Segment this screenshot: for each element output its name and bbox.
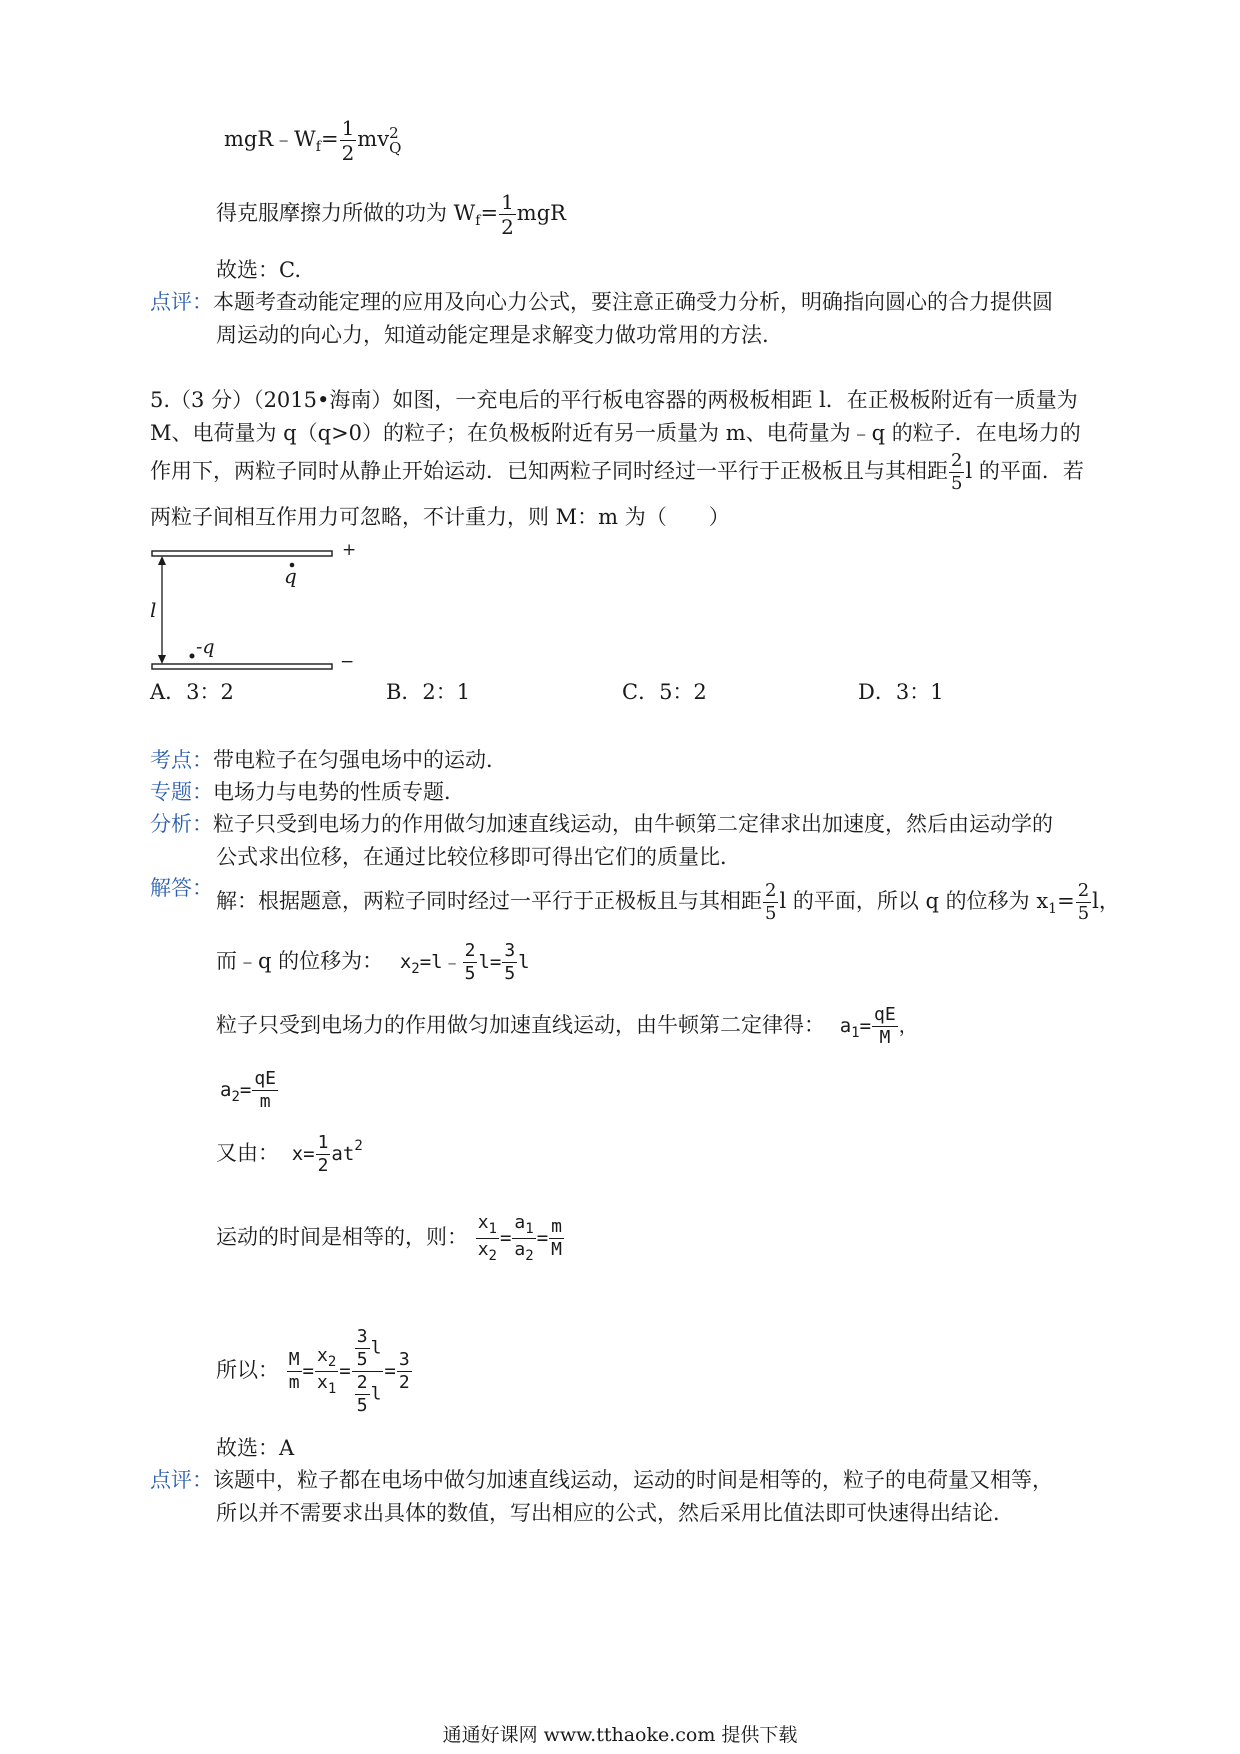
jieda-line-3: 粒子只受到电场力的作用做匀加速直线运动，由牛顿第二定律得： $a_1=$ $\frac{qE}{M}$ ， [216,1004,918,1048]
positive-plate [152,551,332,556]
fraction: $\frac{x_1}{x_2}$ [477,1212,497,1264]
kaodian: 考点：带电粒子在匀强电场中的运动． [150,748,507,772]
jieda-line-1: 解：根据题意，两粒子同时经过一平行于正极板且与其相距 $\frac{2}{5}$ l 的平面，所以 q 的位移为 $x_1=$ $\frac{2}{5}$ l， [216,880,1120,924]
fraction: $\frac{M}{m}$ [288,1349,300,1393]
label-l: l [150,598,157,622]
question-5: 5.（3 分）（2015•海南）如图，一充电后的平行板电容器的两极板相距 l．在正极板附近有一质量为 M、电荷量为 q（q>0）的粒子；在负极板附近有另一质量为 m、电荷量为﹣q 的粒子．在电场力的 作用下，两粒子同时从静止开始运动．已知两粒子同时经过一平行于正极板且与其相距 $\frac{2}{5}$ l 的平面．若 两粒子间相互作用力可忽略，不计重力，则 M：m 为（ ） [150,388,1084,529]
plus-sign: + [342,540,357,560]
fraction: $\frac{2}{5}$ [951,450,963,494]
negative-plate [152,664,332,669]
particle-negative [190,654,195,659]
jieda-line-2: 而﹣q 的位移为： $x_2=l﹣$ $\frac{2}{5}$ l= $\frac{3}{5}$ l [216,940,530,984]
option-d[interactable]: D．3：1 [858,680,944,704]
equation-work: 得克服摩擦力所做的功为 $W_f=$ $\frac{1}{2}$ mgR [216,190,566,239]
fraction: $\frac{2}{5}$ [464,940,476,984]
fraction: $\frac{3}{5}$ [504,940,516,984]
page-footer: 通通好课网 www.tthaoke.com 提供下载 [442,1724,798,1746]
fraction: $\frac{1}{2}$ [317,1132,329,1176]
comment-label: 点评： [150,290,213,314]
fraction: $\frac{a_1}{a_2}$ [514,1212,534,1264]
jieda-label: 解答： [150,876,213,900]
arrow-head-down [158,655,166,664]
arrow-head-up [158,556,166,565]
compound-fraction: $\frac{3}{5}$ l $\frac{2}{5}$ l [352,1328,384,1415]
prev-answer: 故选：C. [216,258,301,282]
prev-comment: 点评：本题考查动能定理的应用及向心力公式，要注意正确受力分析，明确指向圆心的合力提供圆 周运动的向心力，知道动能定理是求解变力做功常用的方法. [150,290,1053,347]
label-minus-q: -q [196,636,215,658]
minus-sign: − [340,652,355,672]
fraction: $\frac{2}{5}$ [1077,880,1090,924]
fraction: $\frac{1}{2}$ [341,116,355,165]
fraction: $\frac{qE}{M}$ [874,1004,896,1048]
fraction: $\frac{2}{5}$ [765,880,777,924]
label-q: q [284,564,297,588]
equation-energy: $mgR﹣W_f=$ $\frac{1}{2}$ mv 2 Q [224,116,402,165]
dianping: 点评：该题中，粒子都在电场中做匀加速直线运动，运动的时间是相等的，粒子的电荷量又相等， 所以并不需要求出具体的数值，写出相应的公式，然后采用比值法即可快速得出结论． [150,1468,1053,1525]
fraction: $\frac{qE}{m}$ [254,1068,277,1112]
option-c[interactable]: C．5：2 [622,680,707,704]
fraction: $\frac{x_2}{x_1}$ [316,1345,337,1397]
jieda-line-4: $a_2=$ $\frac{qE}{m}$ [220,1068,277,1112]
zhuanti: 专题：电场力与电势的性质专题． [150,780,465,804]
fraction: $\frac{1}{2}$ [501,190,514,239]
option-b[interactable]: B．2：1 [386,680,471,704]
jieda-line-5: 又由： x= $\frac{1}{2}$ $at^2$ [216,1132,363,1176]
solution-answer: 故选：A [216,1436,295,1460]
jieda-line-6: 运动的时间是相等的，则： $\frac{x_1}{x_2}$ = $\frac{a_1}{a_2}$ = $\frac{m}{M}$ [216,1212,562,1264]
jieda-line-7: 所以： $\frac{M}{m}$ = $\frac{x_2}{x_1}$ = $\frac{3}{5}$ l $\frac{2}{5}$ l = $\frac{3}{2}$ [216,1326,410,1416]
fraction: $\frac{m}{M}$ [551,1216,562,1260]
fenxi: 分析：粒子只受到电场力的作用做匀加速直线运动，由牛顿第二定律求出加速度，然后由运动学的 公式求出位移，在通过比较位移即可得出它们的质量比． [150,812,1053,869]
option-a[interactable]: A．3：2 [150,680,234,704]
capacitor-figure [148,542,368,672]
fraction: $\frac{3}{2}$ [398,1349,410,1393]
